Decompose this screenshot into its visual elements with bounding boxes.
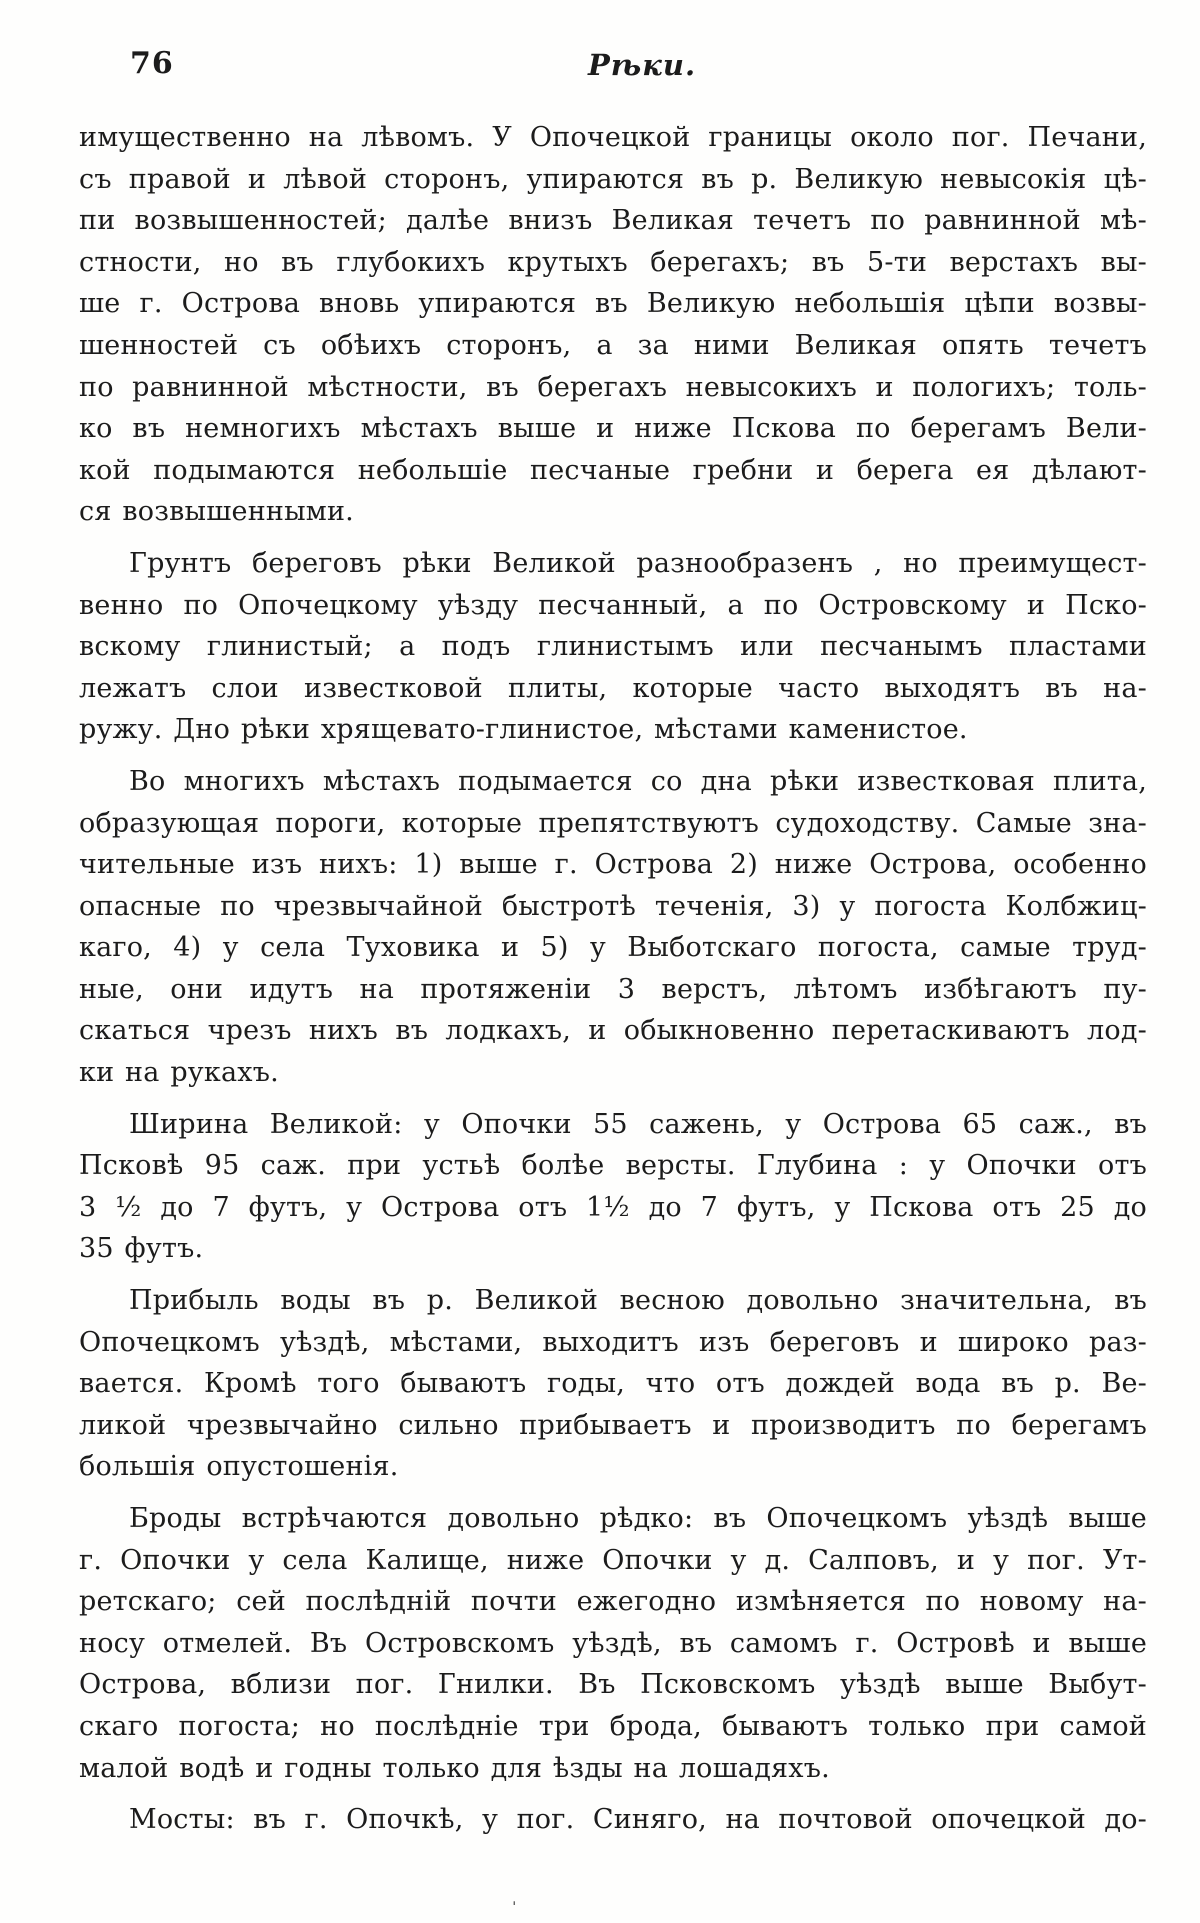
text-line: большія опустошенія.	[79, 1451, 399, 1483]
text-line: вскому глинистый; а подъ глинистымъ или песчанымъ пластами	[79, 631, 1147, 663]
text-line: ся возвышенными.	[79, 496, 354, 528]
text-line: имущественно на лѣвомъ. У Опочецкой границы около пог. Печани,	[79, 122, 1147, 153]
text-line: г. Опочки у села Калище, ниже Опочки у д. Салповъ, и у пог. Ут-	[79, 1544, 1147, 1576]
text-line: 35 футъ.	[79, 1233, 204, 1265]
text-line: Броды встрѣчаются довольно рѣдко: въ Опочецкомъ уѣздѣ выше	[129, 1503, 1147, 1534]
text-line: Опочецкомъ уѣздѣ, мѣстами, выходитъ изъ береговъ и широко раз-	[79, 1326, 1147, 1358]
text-line: шенностей съ обѣихъ сторонъ, а за ними Великая опять течетъ	[79, 329, 1147, 361]
text-line: ко въ немногихъ мѣстахъ выше и ниже Пскова по берегамъ Вели-	[79, 413, 1147, 445]
text-line: Во многихъ мѣстахъ подымается со дна рѣки известковая плита,	[129, 765, 1147, 797]
paragraph-flooding	[79, 1280, 1147, 1488]
paragraph-rapids	[79, 761, 1147, 1094]
text-line: носу отмелей. Въ Островскомъ уѣздѣ, въ самомъ г. Островѣ и выше	[79, 1627, 1147, 1659]
text-line: стности, но въ глубокихъ крутыхъ берегахъ; въ 5-ти верстахъ вы-	[79, 246, 1147, 278]
text-line: ликой чрезвычайно сильно прибываетъ и производитъ по берегамъ	[79, 1409, 1147, 1441]
text-line: каго, 4) у села Туховика и 5) у Выботскаго погоста, самые труд-	[79, 932, 1147, 964]
text-line: 3 ½ до 7 футъ, у Острова отъ 1½ до 7 футъ, у Пскова отъ 25 до	[79, 1191, 1147, 1223]
page-number: 76	[130, 46, 174, 81]
text-line: Мосты: въ г. Опочкѣ, у пог. Синяго, на почтовой опочецкой до-	[129, 1804, 1147, 1836]
text-line: Прибыль воды въ р. Великой весною довольно значительна, въ	[129, 1285, 1147, 1317]
paragraph-soil	[79, 543, 1147, 751]
section-title: Рѣки.	[588, 48, 697, 82]
text-line: ше г. Острова вновь упираются въ Великую небольшія цѣпи возвы-	[79, 288, 1147, 320]
running-head	[130, 46, 1180, 96]
text-line: венно по Опочецкому уѣзду песчанный, а по Островскому и Пско-	[79, 589, 1147, 621]
text-line: ретскаго; сей послѣдній почти ежегодно измѣняется по новому на-	[79, 1586, 1147, 1618]
page-speck: ˌ	[512, 1888, 517, 1907]
paragraph-width	[79, 1104, 1147, 1270]
text-line: вается. Кромѣ того бываютъ годы, что отъ дождей вода въ р. Ве-	[79, 1368, 1147, 1400]
text-line: малой водѣ и годны только для ѣзды на лошадяхъ.	[79, 1752, 830, 1784]
text-line: Грунтъ береговъ рѣки Великой разнообразенъ , но преимущест-	[129, 547, 1147, 579]
text-line: пи возвышенностей; далѣе внизъ Великая течетъ по равнинной мѣ-	[79, 205, 1147, 237]
text-line: скаго погоста; но послѣдніе три брода, бываютъ только при самой	[79, 1710, 1147, 1742]
text-line: образующая пороги, которые препятствуютъ судоходству. Самые зна-	[79, 807, 1147, 839]
text-line: ные, они идутъ на протяженіи 3 верстъ, лѣтомъ избѣгаютъ пу-	[79, 973, 1147, 1005]
text-line: ружу. Дно рѣки хрящевато-глинистое, мѣстами каменистое.	[79, 714, 968, 746]
text-line: Ширина Великой: у Опочки 55 сажень, у Острова 65 саж., въ	[129, 1108, 1147, 1140]
body-text	[79, 117, 1147, 1841]
paragraph-continuation	[79, 117, 1147, 533]
text-line: съ правой и лѣвой сторонъ, упираются въ р. Великую невысокія цѣ-	[79, 163, 1147, 195]
text-line: опасные по чрезвычайной быстротѣ теченія, 3) у погоста Колбжиц-	[79, 890, 1147, 922]
text-line: ки на рукахъ.	[79, 1057, 279, 1089]
text-line: чительные изъ нихъ: 1) выше г. Острова 2) ниже Острова, особенно	[79, 849, 1147, 881]
text-line: лежатъ слои известковой плиты, которые часто выходятъ въ на-	[79, 672, 1147, 704]
text-line: кой подымаются небольшіе песчаные гребни и берега ея дѣлают-	[79, 454, 1147, 486]
paragraph-bridges	[79, 1799, 1147, 1841]
text-line: Псковѣ 95 саж. при устьѣ болѣе версты. Глубина : у Опочки отъ	[79, 1150, 1147, 1182]
text-line: Острова, вблизи пог. Гнилки. Въ Псковскомъ уѣздѣ выше Выбут-	[79, 1669, 1147, 1701]
text-line: по равнинной мѣстности, въ берегахъ невысокихъ и пологихъ; толь-	[79, 371, 1147, 403]
paragraph-fords	[79, 1498, 1147, 1789]
text-line: скаться чрезъ нихъ въ лодкахъ, и обыкновенно перетаскиваютъ лод-	[79, 1015, 1147, 1047]
